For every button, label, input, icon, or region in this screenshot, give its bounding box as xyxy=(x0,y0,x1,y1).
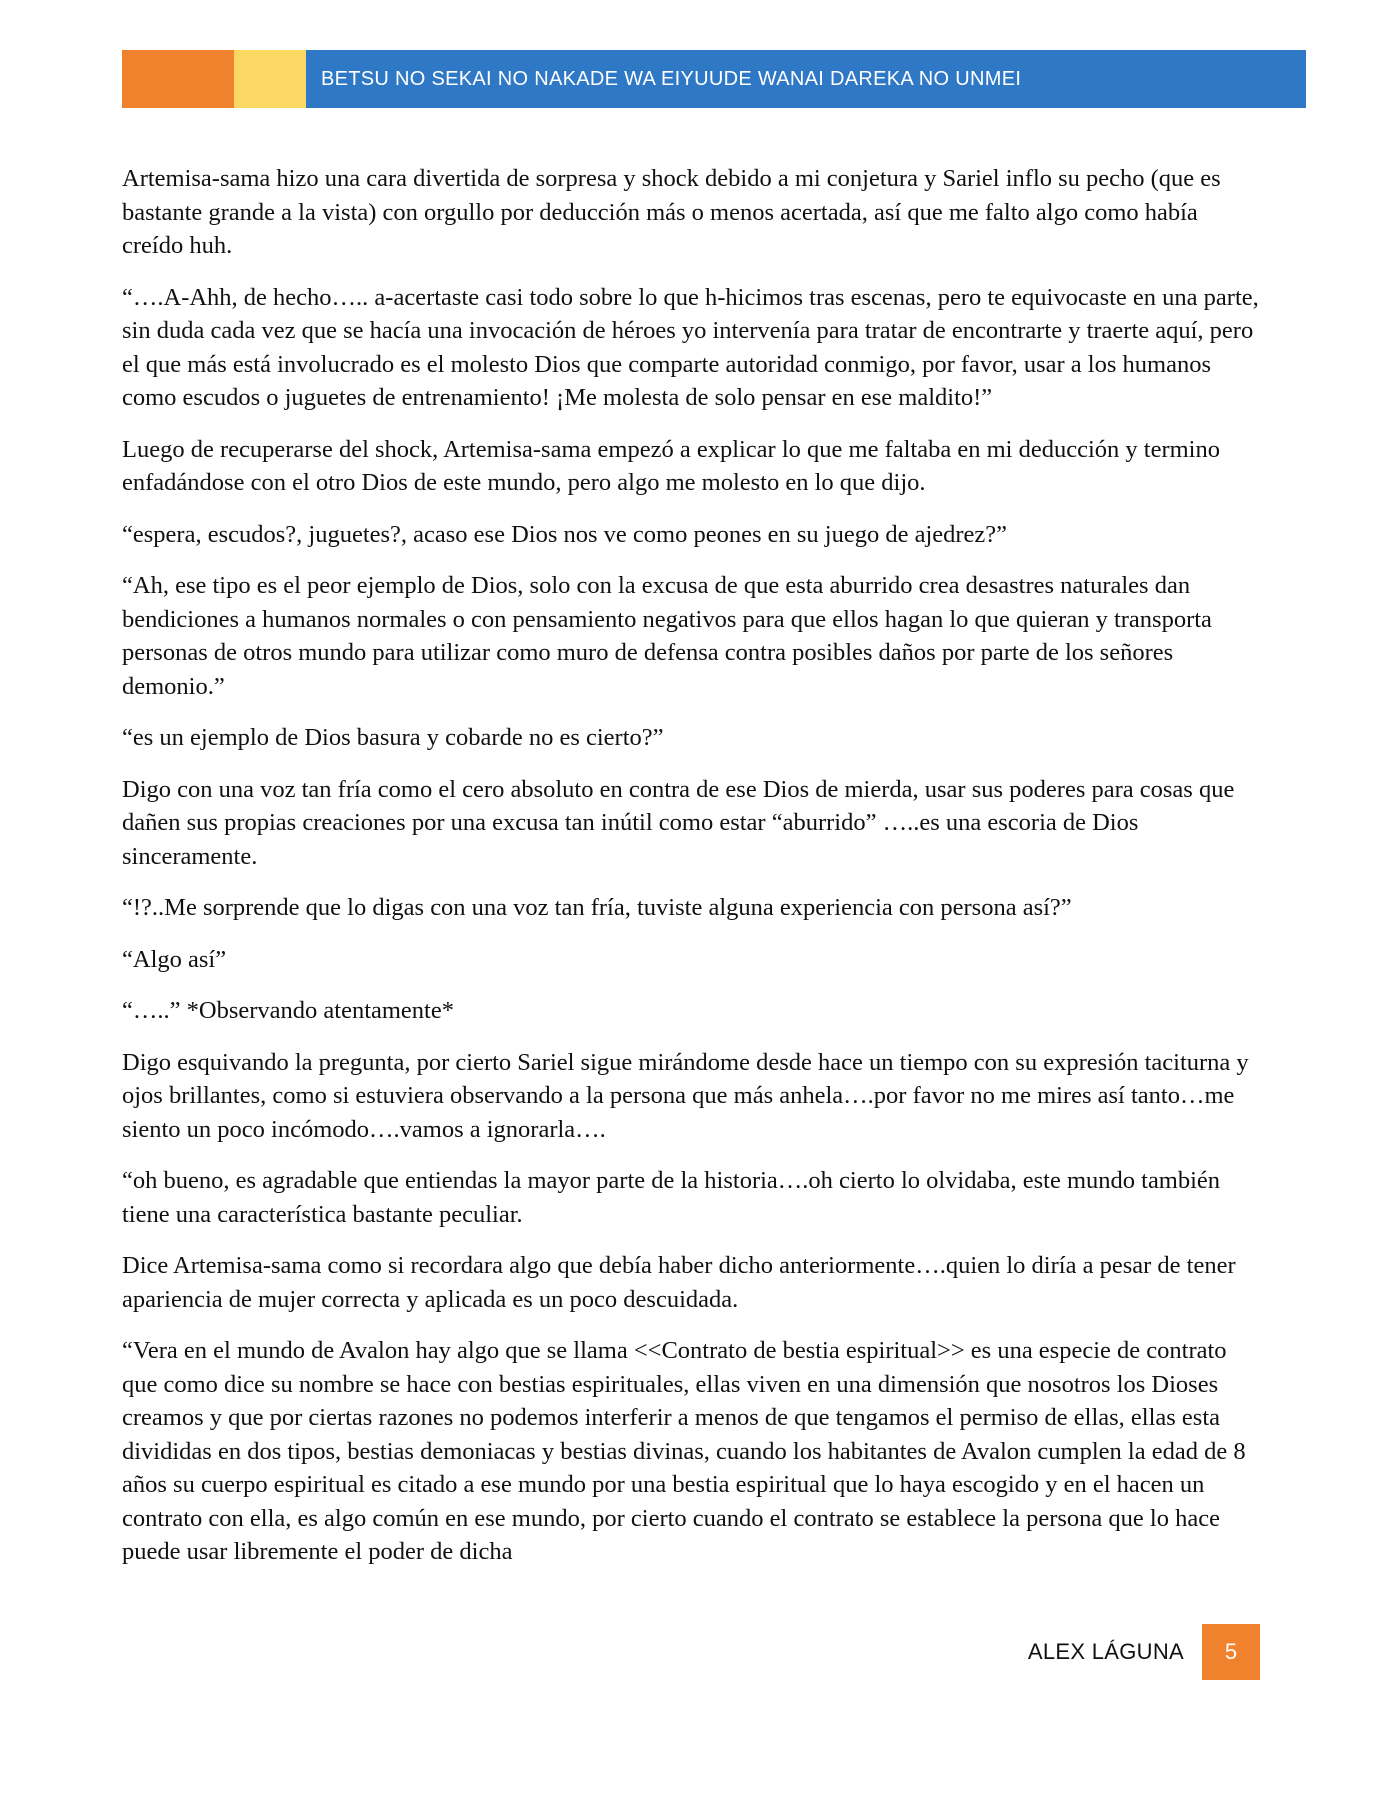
page-footer xyxy=(1028,1624,1260,1680)
page-number: 5 xyxy=(1202,1624,1260,1680)
paragraph: Luego de recuperarse del shock, Artemisa-sama empezó a explicar lo que me faltaba en mi deducción y termino enfadándose con el otro Dios de este mundo, pero algo me molesto en lo que dijo. xyxy=(122,435,1220,496)
paragraph: “oh bueno, es agradable que entiendas la mayor parte de la historia….oh cierto lo olvidaba, este mundo también tiene una característica bastante peculiar. xyxy=(122,1167,1221,1228)
paragraph: “….A-Ahh, de hecho….. a-acertaste casi todo sobre lo que h-hicimos tras escenas, pero te equivocaste en una parte, sin duda cada vez que se hacía una invocación de héroes yo intervenía para tratar de encontrarte y traerte aquí, pero el que más está involucrado es el molesto Dios que comparte autoridad conmigo, por favor, usar a los humanos como escudos o juguetes de entrenamiento! ¡Me molesta de solo pensar en ese maldito!” xyxy=(122,283,1259,411)
paragraph: “Ah, ese tipo es el peor ejemplo de Dios, solo con la excusa de que esta aburrido crea desastres naturales dan bendiciones a humanos normales o con pensamiento negativos para que ellos hagan lo que quieran y transporta personas de otros mundo para utilizar como muro de defensa contra posibles daños por parte de los señores demonio.” xyxy=(122,572,1212,700)
paragraph: “es un ejemplo de Dios basura y cobarde no es cierto?” xyxy=(122,724,664,751)
paragraph: Digo esquivando la pregunta, por cierto Sariel sigue mirándome desde hace un tiempo con su expresión taciturna y ojos brillantes, como si estuviera observando a la persona que más anhela….por favor no me mires así tanto…me siento un poco incómodo….vamos a ignorarla…. xyxy=(122,1048,1249,1143)
paragraph: “Vera en el mundo de Avalon hay algo que se llama <<Contrato de bestia espiritual>> es una especie de contrato que como dice su nombre se hace con bestias espirituales, ellas viven en una dimensión que nosotros los Dioses creamos y que por ciertas razones no podemos interferir a menos de que tengamos el permiso de ellas, ellas esta divididas en dos tipos, bestias demoniacas y bestias divinas, cuando los habitantes de Avalon cumplen la edad de 8 años su cuerpo espiritual es citado a ese mundo por una bestia espiritual que lo haya escogido y en el hacen un contrato con ella, es algo común en ese mundo, por cierto cuando el contrato se establece la persona que lo hace puede usar libremente el poder de dicha xyxy=(122,1337,1246,1565)
header-title-bar xyxy=(306,50,1306,108)
paragraph: Artemisa-sama hizo una cara divertida de sorpresa y shock debido a mi conjetura y Sariel inflo su pecho (que es bastante grande a la vista) con orgullo por deducción más o menos acertada, así que me falto algo como había creído huh. xyxy=(122,165,1221,259)
paragraph: “…..” *Observando atentamente* xyxy=(122,997,454,1024)
paragraph: Dice Artemisa-sama como si recordara algo que debía haber dicho anteriormente….quien lo diría a pesar de tener apariencia de mujer correcta y aplicada es un poco descuidada. xyxy=(122,1252,1236,1313)
paragraph: “espera, escudos?, juguetes?, acaso ese Dios nos ve como peones en su juego de ajedrez?” xyxy=(122,520,1008,548)
author-name: ALEX LÁGUNA xyxy=(1027,1639,1184,1664)
paragraph: Digo con una voz tan fría como el cero absoluto en contra de ese Dios de mierda, usar sus poderes para cosas que dañen sus propias creaciones por una excusa tan inútil como estar “aburrido” …..es una escoria de Dios sinceramente. xyxy=(122,775,1235,870)
header-yellow-block xyxy=(234,50,306,108)
header-orange-block xyxy=(122,50,234,108)
paragraph: “Algo así” xyxy=(122,945,227,973)
header-title: BETSU NO SEKAI NO NAKADE WA EIYUUDE WANAI DAREKA NO UNMEI xyxy=(321,67,1022,90)
page-header xyxy=(122,50,1306,108)
document-body xyxy=(122,162,1262,1587)
paragraph: “!?..Me sorprende que lo digas con una voz tan fría, tuviste alguna experiencia con persona así?” xyxy=(122,894,1072,921)
